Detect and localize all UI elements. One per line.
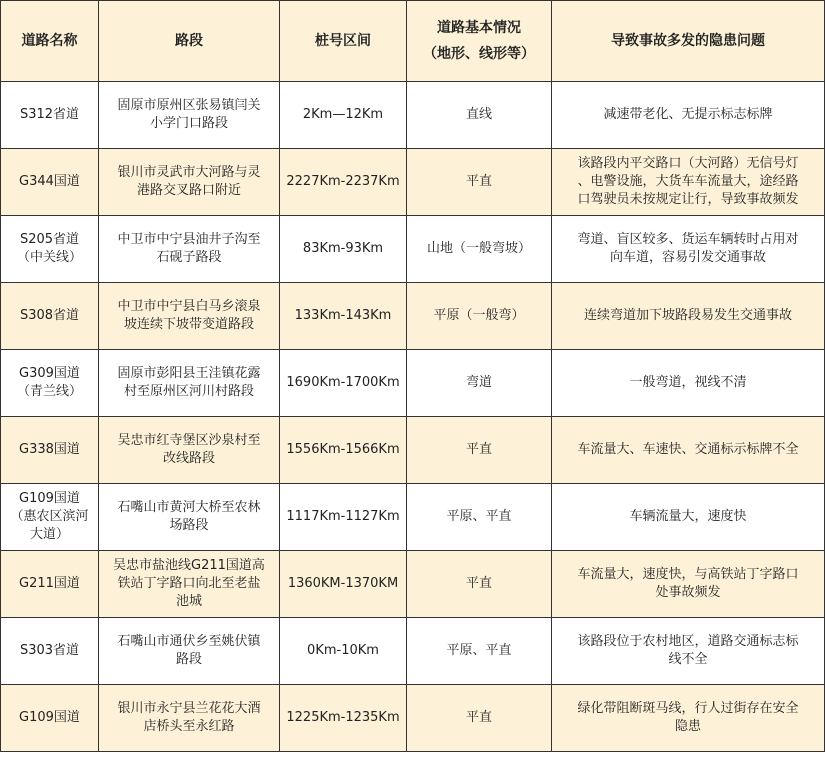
cell-stake-range: 0Km-10Km (280, 618, 407, 685)
cell-road-info: 平原（一般弯） (407, 283, 552, 350)
cell-hazard (552, 82, 825, 149)
cell-segment (99, 82, 280, 149)
cell-hazard (552, 618, 825, 685)
cell-stake-range: 1690Km-1700Km (280, 350, 407, 417)
cell-hazard-line: 该路段内平交路口（大河路）无信号灯 (577, 156, 799, 171)
header-row (1, 1, 825, 82)
cell-hazard (552, 417, 825, 484)
cell-road-name (1, 685, 99, 752)
header-segment: 路段 (99, 1, 280, 82)
cell-road-name (1, 551, 99, 618)
cell-hazard-line: 该路段位于农村地区，道路交通标志标 (577, 634, 799, 649)
cell-segment-line: 石嘴山市通伏乡至姚伏镇 (117, 634, 261, 649)
cell-segment-line: 场路段 (169, 518, 209, 533)
cell-road-name-line: S312省道 (19, 107, 80, 122)
cell-road-name-line: （中关线） (16, 250, 82, 265)
cell-segment-line: 港路交叉路口附近 (136, 183, 241, 198)
cell-segment-line: 银川市灵武市大河路与灵 (117, 165, 261, 180)
cell-hazard-line: 一般弯道，视线不清 (629, 375, 747, 390)
cell-hazard-line: 、电警设施，大货车车流量大，途经路 (577, 174, 799, 189)
cell-road-name (1, 350, 99, 417)
cell-road-info: 平直 (407, 685, 552, 752)
cell-road-name-line: （惠农区滨河 (10, 509, 89, 524)
cell-segment-line: 银川市永宁县兰花花大酒 (117, 701, 261, 716)
cell-segment-line: 固原市原州区张易镇闫关 (117, 98, 261, 113)
cell-hazard (552, 685, 825, 752)
cell-road-info: 平原、平直 (407, 484, 552, 551)
cell-hazard (552, 149, 825, 216)
cell-stake-range: 1556Km-1566Km (280, 417, 407, 484)
cell-stake-range: 1225Km-1235Km (280, 685, 407, 752)
cell-hazard-line: 连续弯道加下坡路段易发生交通事故 (583, 308, 792, 323)
cell-stake-range: 83Km-93Km (280, 216, 407, 283)
cell-segment-line: 村至原州区河川村路段 (123, 384, 254, 399)
cell-segment-line: 改线路段 (162, 451, 215, 466)
cell-road-name-line: S205省道 (19, 232, 80, 247)
cell-segment-line: 固原市彭阳县王洼镇花露 (117, 366, 261, 381)
cell-hazard-line: 向车道，容易引发交通事故 (609, 250, 766, 265)
cell-segment-line: 吴忠市红寺堡区沙泉村至 (117, 433, 261, 448)
cell-hazard (552, 216, 825, 283)
cell-stake-range: 1117Km-1127Km (280, 484, 407, 551)
cell-road-name-line: S303省道 (19, 643, 80, 658)
cell-hazard-line: 线不全 (668, 652, 708, 667)
cell-road-name-line: G338国道 (19, 442, 80, 457)
cell-hazard (552, 283, 825, 350)
cell-road-name-line: G211国道 (19, 576, 80, 591)
cell-road-name-line: G109国道 (19, 710, 80, 725)
cell-hazard-line: 车辆流量大，速度快 (629, 509, 747, 524)
cell-road-info: 弯道 (407, 350, 552, 417)
cell-road-name-line: （青兰线） (16, 384, 82, 399)
cell-segment-line: 石砚子路段 (156, 250, 222, 265)
table-row (1, 618, 825, 685)
cell-segment-line: 吴忠市盐池线G211国道高 (113, 558, 265, 573)
cell-hazard-line: 减速带老化、无提示标志标牌 (603, 107, 773, 122)
cell-segment-line: 中卫市中宁县油井子沟至 (117, 232, 261, 247)
header-road-info-line2: （地形、线形等） (423, 46, 535, 62)
cell-segment (99, 417, 280, 484)
header-road-info (407, 1, 552, 82)
header-hazard: 导致事故多发的隐患问题 (552, 1, 825, 82)
table-row (1, 82, 825, 149)
cell-segment-line: 铁站丁字路口向北至老盐 (117, 576, 261, 591)
cell-segment (99, 283, 280, 350)
header-road-info-line1: 道路基本情况 (437, 20, 521, 36)
header-road-name: 道路名称 (1, 1, 99, 82)
cell-stake-range: 1360KM-1370KM (280, 551, 407, 618)
cell-stake-range: 133Km-143Km (280, 283, 407, 350)
cell-hazard (552, 484, 825, 551)
cell-road-name (1, 484, 99, 551)
cell-road-name (1, 283, 99, 350)
cell-segment (99, 685, 280, 752)
cell-road-info: 平直 (407, 551, 552, 618)
cell-road-info: 山地（一般弯坡） (407, 216, 552, 283)
cell-hazard-line: 车流量大，速度快，与高铁站丁字路口 (577, 567, 799, 582)
table-row (1, 149, 825, 216)
cell-road-name-line: S308省道 (19, 308, 80, 323)
cell-segment-line: 中卫市中宁县白马乡滚泉 (117, 299, 261, 314)
cell-segment-line: 池城 (175, 594, 202, 609)
cell-hazard-line: 隐患 (674, 719, 701, 734)
table-row (1, 551, 825, 618)
table-row (1, 283, 825, 350)
cell-segment (99, 216, 280, 283)
cell-stake-range: 2Km—12Km (280, 82, 407, 149)
cell-road-name (1, 216, 99, 283)
cell-road-info: 平直 (407, 417, 552, 484)
cell-segment-line: 店桥头至永红路 (143, 719, 235, 734)
cell-road-info: 平直 (407, 149, 552, 216)
cell-segment (99, 350, 280, 417)
cell-road-name-line: 大道） (29, 527, 69, 542)
cell-road-name (1, 417, 99, 484)
cell-road-name (1, 82, 99, 149)
table-row (1, 484, 825, 551)
table-row (1, 216, 825, 283)
cell-road-name-line: G344国道 (19, 174, 80, 189)
table-body (1, 82, 825, 752)
cell-segment (99, 149, 280, 216)
cell-segment-line: 路段 (175, 652, 202, 667)
cell-road-info: 平原、平直 (407, 618, 552, 685)
cell-road-info: 直线 (407, 82, 552, 149)
table-row (1, 417, 825, 484)
cell-segment (99, 618, 280, 685)
cell-segment-line: 坡连续下坡带变道路段 (123, 317, 254, 332)
cell-road-name-line: G309国道 (19, 366, 80, 381)
cell-hazard (552, 551, 825, 618)
cell-road-name (1, 618, 99, 685)
cell-hazard-line: 处事故频发 (655, 585, 721, 600)
cell-hazard-line: 绿化带阻断斑马线，行人过街存在安全 (577, 701, 799, 716)
header-stake-range: 桩号区间 (280, 1, 407, 82)
cell-segment-line: 石嘴山市黄河大桥至农林 (117, 500, 261, 515)
table-row (1, 350, 825, 417)
cell-hazard (552, 350, 825, 417)
cell-hazard-line: 口驾驶员未按规定让行，导致事故频发 (577, 192, 799, 207)
cell-road-name-line: G109国道 (19, 491, 80, 506)
cell-segment (99, 551, 280, 618)
table-row (1, 685, 825, 752)
cell-hazard-line: 弯道、盲区较多、货运车辆转时占用对 (577, 232, 799, 247)
cell-segment-line: 小学门口路段 (149, 116, 228, 131)
cell-stake-range: 2227Km-2237Km (280, 149, 407, 216)
cell-hazard-line: 车流量大、车速快、交通标示标牌不全 (577, 442, 799, 457)
cell-road-name (1, 149, 99, 216)
cell-segment (99, 484, 280, 551)
